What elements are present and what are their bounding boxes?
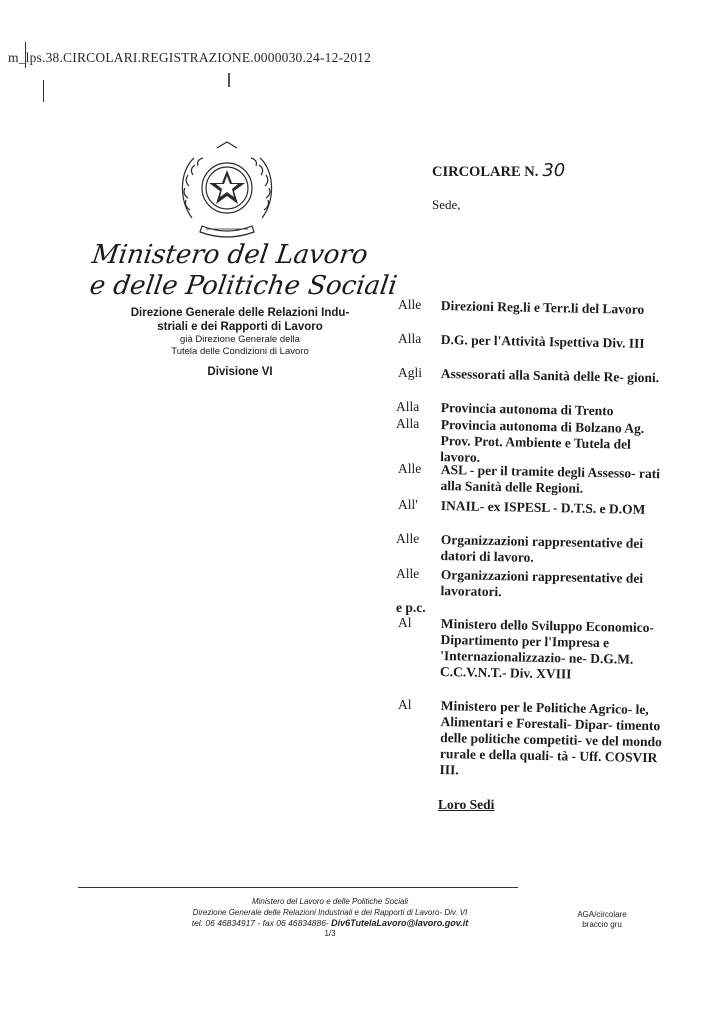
sender-office: [100, 306, 380, 378]
former-name-line2: Tutela delle Condizioni di Lavoro: [171, 346, 309, 357]
cc-text: Ministero per le Politiche Agrico- le, Alimentari e Forestali- Dipar- timento delle politiche competiti- ve del mondo rurale e della quali- tà - Uff. COSVIR III.: [439, 698, 662, 778]
recipient-prefix: Alla: [396, 399, 420, 414]
reference-line2: braccio gru: [582, 920, 622, 929]
recipient-prefix: Agli: [398, 365, 423, 380]
recipient-prefix: Alla: [398, 331, 422, 346]
stamp-mark: [228, 73, 230, 87]
recipient-prefix: Alla: [396, 416, 420, 431]
reference-line1: AGA/circolare: [577, 910, 627, 919]
protocol-stamp: m_lps.38.CIRCOLARI.REGISTRAZIONE.0000030.24-12-2012: [8, 50, 372, 65]
recipient-text: D.G. per l'Attività Ispettiva Div. III: [440, 332, 645, 351]
footer-divider: [78, 887, 518, 888]
recipient-prefix: Alle: [398, 297, 422, 312]
recipient-text: Organizzazioni rappresentative dei lavoratori.: [440, 567, 644, 600]
italian-republic-emblem-icon: [172, 140, 282, 242]
cc-prefix: Al: [398, 697, 412, 712]
division: Divisione VI: [207, 366, 273, 378]
circular-number: 30: [542, 160, 566, 181]
stamp-left-rule-2: [43, 80, 44, 102]
footer-email: Div6TutelaLavoro@lavoro.gov.it: [331, 918, 469, 928]
cc-text: Ministero dello Sviluppo Economico- Dipartimento per l'Impresa e 'Internazionalizzazio- ne- D.G.M. C.C.V.N.T.- Div. XVIII: [439, 616, 655, 682]
ministry-name-line1: Ministero del Lavoro: [90, 240, 370, 270]
cc-prefix: Al: [398, 615, 412, 630]
closing-loro-sedi: Loro Sedi: [438, 797, 495, 812]
recipient-text: Provincia autonoma di Trento: [440, 400, 614, 419]
recipient-text: INAIL- ex ISPESL - D.T.S. e D.OM: [440, 498, 646, 517]
footer-phone: tel. 06 46834917 - fax 06 46834886-: [191, 918, 329, 928]
document-reference: [565, 910, 639, 930]
recipient-text: Assessorati alla Sanità delle Re- gioni.: [440, 366, 660, 386]
footer-ministry: Ministero del Lavoro e delle Politiche Sociali: [251, 897, 409, 906]
circular-heading: [432, 160, 565, 181]
recipient-text: ASL - per il tramite degli Assesso- rati alla Sanità delle Regioni.: [440, 462, 661, 496]
footer-contacts: [160, 918, 500, 929]
cc-label: e p.c.: [396, 600, 426, 615]
recipient-prefix: Alle: [396, 566, 420, 581]
recipient-text: Direzioni Reg.li e Terr.li del Lavoro: [440, 298, 645, 317]
sede-label: Sede,: [432, 197, 461, 212]
footer: [160, 897, 500, 939]
ministry-name-line2: e delle Politiche Sociali: [87, 271, 399, 301]
recipient-prefix: Alle: [398, 461, 422, 476]
circular-label: CIRCOLARE N.: [432, 164, 539, 180]
ministry-name: [86, 240, 399, 302]
directorate-line2: striali e dei Rapporti di Lavoro: [157, 321, 323, 333]
recipient-text: Organizzazioni rappresentative dei datori di lavoro.: [440, 532, 644, 565]
recipient-prefix: All': [398, 497, 418, 512]
footer-directorate: Direzione Generale delle Relazioni Industriali e dei Rapporti di Lavoro- Div. VI: [192, 908, 468, 917]
recipient-prefix: Alle: [396, 531, 420, 546]
recipient-text: Provincia autonoma di Bolzano Ag. Prov. Prot. Ambiente e Tutela del lavoro.: [440, 417, 645, 465]
directorate-line1: Direzione Generale delle Relazioni Indu-: [130, 307, 350, 319]
page-number: 1/3: [324, 929, 336, 938]
former-name-line1: già Direzione Generale della: [180, 334, 300, 345]
